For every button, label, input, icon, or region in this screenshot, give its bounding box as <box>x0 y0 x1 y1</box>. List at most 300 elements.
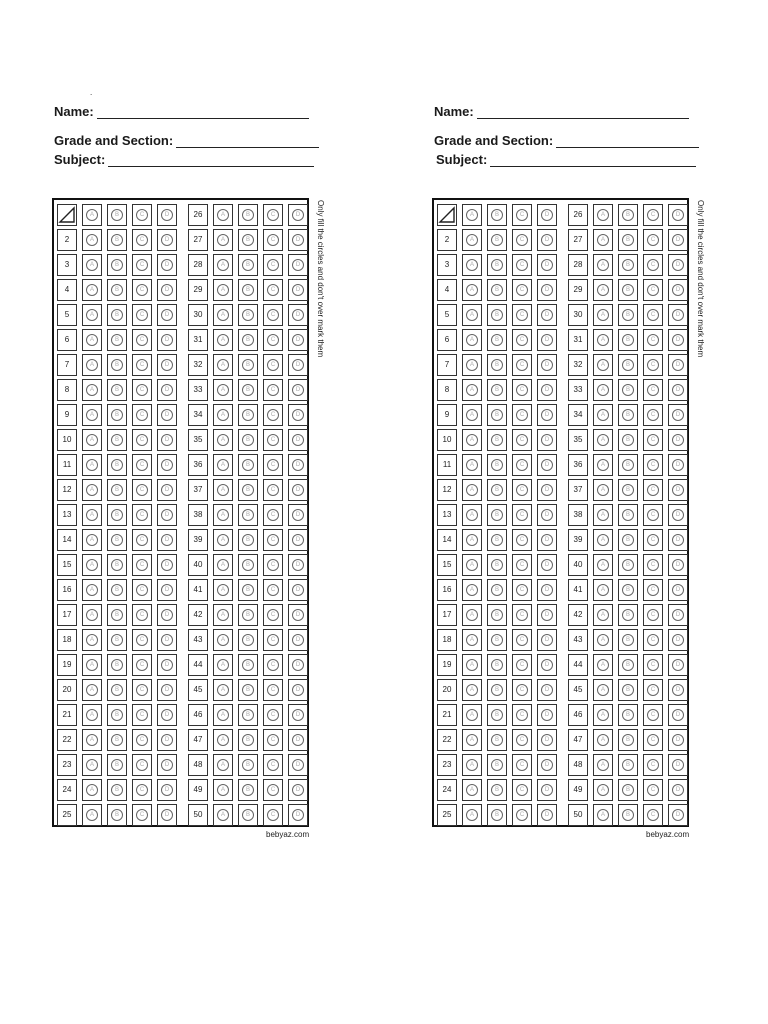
answer-bubble-d[interactable]: D <box>161 459 173 471</box>
answer-bubble-c[interactable]: C <box>516 509 528 521</box>
answer-bubble-a[interactable]: A <box>466 209 478 221</box>
answer-bubble-c[interactable]: C <box>267 659 279 671</box>
answer-bubble-d[interactable]: D <box>672 659 684 671</box>
answer-bubble-a[interactable]: A <box>217 634 229 646</box>
answer-bubble-c[interactable]: C <box>516 534 528 546</box>
answer-bubble-d[interactable]: D <box>672 409 684 421</box>
answer-bubble-c[interactable]: C <box>267 259 279 271</box>
answer-bubble-a[interactable]: A <box>597 734 609 746</box>
answer-bubble-c[interactable]: C <box>516 584 528 596</box>
answer-bubble-c[interactable]: C <box>136 809 148 821</box>
answer-bubble-a[interactable]: A <box>597 484 609 496</box>
answer-bubble-d[interactable]: D <box>161 409 173 421</box>
answer-bubble-a[interactable]: A <box>597 659 609 671</box>
answer-bubble-a[interactable]: A <box>217 384 229 396</box>
answer-bubble-c[interactable]: C <box>136 209 148 221</box>
answer-bubble-b[interactable]: B <box>111 484 123 496</box>
answer-bubble-c[interactable]: C <box>136 284 148 296</box>
answer-bubble-c[interactable]: C <box>267 709 279 721</box>
answer-bubble-b[interactable]: B <box>622 609 634 621</box>
answer-bubble-a[interactable]: A <box>597 459 609 471</box>
answer-bubble-a[interactable]: A <box>597 509 609 521</box>
answer-bubble-b[interactable]: B <box>491 434 503 446</box>
answer-bubble-d[interactable]: D <box>161 434 173 446</box>
answer-bubble-a[interactable]: A <box>597 684 609 696</box>
answer-bubble-d[interactable]: D <box>672 434 684 446</box>
answer-bubble-a[interactable]: A <box>86 759 98 771</box>
answer-bubble-d[interactable]: D <box>672 734 684 746</box>
answer-bubble-a[interactable]: A <box>217 684 229 696</box>
answer-bubble-a[interactable]: A <box>86 334 98 346</box>
answer-bubble-d[interactable]: D <box>541 534 553 546</box>
answer-bubble-c[interactable]: C <box>136 734 148 746</box>
answer-bubble-c[interactable]: C <box>516 334 528 346</box>
answer-bubble-c[interactable]: C <box>267 459 279 471</box>
answer-bubble-d[interactable]: D <box>672 359 684 371</box>
answer-bubble-d[interactable]: D <box>541 734 553 746</box>
answer-bubble-b[interactable]: B <box>491 509 503 521</box>
answer-bubble-c[interactable]: C <box>516 634 528 646</box>
answer-bubble-c[interactable]: C <box>516 784 528 796</box>
answer-bubble-b[interactable]: B <box>242 734 254 746</box>
answer-bubble-c[interactable]: C <box>267 334 279 346</box>
answer-bubble-c[interactable]: C <box>516 359 528 371</box>
answer-bubble-b[interactable]: B <box>111 684 123 696</box>
answer-bubble-a[interactable]: A <box>597 284 609 296</box>
answer-bubble-b[interactable]: B <box>111 784 123 796</box>
answer-bubble-b[interactable]: B <box>622 209 634 221</box>
answer-bubble-b[interactable]: B <box>622 409 634 421</box>
answer-bubble-a[interactable]: A <box>466 234 478 246</box>
answer-bubble-c[interactable]: C <box>647 234 659 246</box>
answer-bubble-c[interactable]: C <box>647 759 659 771</box>
answer-bubble-c[interactable]: C <box>267 809 279 821</box>
answer-bubble-c[interactable]: C <box>136 709 148 721</box>
answer-bubble-a[interactable]: A <box>86 309 98 321</box>
answer-bubble-b[interactable]: B <box>622 234 634 246</box>
answer-bubble-d[interactable]: D <box>672 809 684 821</box>
answer-bubble-c[interactable]: C <box>647 309 659 321</box>
answer-bubble-d[interactable]: D <box>672 234 684 246</box>
answer-bubble-b[interactable]: B <box>491 209 503 221</box>
answer-bubble-d[interactable]: D <box>292 284 304 296</box>
answer-bubble-c[interactable]: C <box>267 434 279 446</box>
answer-bubble-b[interactable]: B <box>242 784 254 796</box>
answer-bubble-d[interactable]: D <box>672 459 684 471</box>
answer-bubble-d[interactable]: D <box>541 809 553 821</box>
answer-bubble-b[interactable]: B <box>491 459 503 471</box>
answer-bubble-a[interactable]: A <box>86 459 98 471</box>
answer-bubble-b[interactable]: B <box>622 634 634 646</box>
answer-bubble-c[interactable]: C <box>267 684 279 696</box>
answer-bubble-c[interactable]: C <box>136 484 148 496</box>
answer-bubble-d[interactable]: D <box>541 584 553 596</box>
answer-bubble-d[interactable]: D <box>541 634 553 646</box>
answer-bubble-c[interactable]: C <box>647 809 659 821</box>
answer-bubble-d[interactable]: D <box>292 684 304 696</box>
answer-bubble-c[interactable]: C <box>267 384 279 396</box>
answer-bubble-c[interactable]: C <box>136 634 148 646</box>
answer-bubble-c[interactable]: C <box>647 434 659 446</box>
answer-bubble-a[interactable]: A <box>86 384 98 396</box>
answer-bubble-b[interactable]: B <box>111 709 123 721</box>
answer-bubble-b[interactable]: B <box>491 659 503 671</box>
answer-bubble-b[interactable]: B <box>491 409 503 421</box>
answer-bubble-c[interactable]: C <box>647 259 659 271</box>
answer-bubble-c[interactable]: C <box>136 259 148 271</box>
answer-bubble-a[interactable]: A <box>217 259 229 271</box>
answer-bubble-b[interactable]: B <box>242 259 254 271</box>
answer-bubble-d[interactable]: D <box>541 559 553 571</box>
answer-bubble-c[interactable]: C <box>267 359 279 371</box>
answer-bubble-b[interactable]: B <box>111 284 123 296</box>
answer-bubble-a[interactable]: A <box>466 559 478 571</box>
answer-bubble-d[interactable]: D <box>541 234 553 246</box>
answer-bubble-c[interactable]: C <box>647 334 659 346</box>
answer-bubble-d[interactable]: D <box>672 759 684 771</box>
answer-bubble-b[interactable]: B <box>622 759 634 771</box>
answer-bubble-a[interactable]: A <box>217 659 229 671</box>
answer-bubble-d[interactable]: D <box>672 209 684 221</box>
answer-bubble-b[interactable]: B <box>111 634 123 646</box>
answer-bubble-b[interactable]: B <box>491 709 503 721</box>
answer-bubble-a[interactable]: A <box>217 484 229 496</box>
answer-bubble-b[interactable]: B <box>111 459 123 471</box>
answer-bubble-c[interactable]: C <box>136 509 148 521</box>
answer-bubble-d[interactable]: D <box>161 334 173 346</box>
answer-bubble-d[interactable]: D <box>292 359 304 371</box>
answer-bubble-b[interactable]: B <box>491 584 503 596</box>
answer-bubble-d[interactable]: D <box>672 709 684 721</box>
answer-bubble-c[interactable]: C <box>647 509 659 521</box>
answer-bubble-d[interactable]: D <box>541 359 553 371</box>
answer-bubble-b[interactable]: B <box>491 234 503 246</box>
answer-bubble-b[interactable]: B <box>111 309 123 321</box>
answer-bubble-c[interactable]: C <box>267 484 279 496</box>
answer-bubble-b[interactable]: B <box>622 584 634 596</box>
answer-bubble-c[interactable]: C <box>647 459 659 471</box>
answer-bubble-a[interactable]: A <box>86 584 98 596</box>
answer-bubble-a[interactable]: A <box>466 534 478 546</box>
answer-bubble-a[interactable]: A <box>597 709 609 721</box>
answer-bubble-a[interactable]: A <box>217 509 229 521</box>
answer-bubble-a[interactable]: A <box>597 784 609 796</box>
answer-bubble-a[interactable]: A <box>466 809 478 821</box>
answer-bubble-d[interactable]: D <box>672 259 684 271</box>
answer-bubble-a[interactable]: A <box>86 634 98 646</box>
answer-bubble-d[interactable]: D <box>161 309 173 321</box>
answer-bubble-a[interactable]: A <box>466 759 478 771</box>
answer-bubble-c[interactable]: C <box>647 609 659 621</box>
answer-bubble-c[interactable]: C <box>267 509 279 521</box>
answer-bubble-b[interactable]: B <box>622 509 634 521</box>
answer-bubble-a[interactable]: A <box>466 734 478 746</box>
answer-bubble-a[interactable]: A <box>466 484 478 496</box>
answer-bubble-c[interactable]: C <box>136 334 148 346</box>
answer-bubble-b[interactable]: B <box>622 384 634 396</box>
answer-bubble-d[interactable]: D <box>541 434 553 446</box>
answer-bubble-a[interactable]: A <box>597 534 609 546</box>
answer-bubble-a[interactable]: A <box>86 284 98 296</box>
answer-bubble-a[interactable]: A <box>217 209 229 221</box>
answer-bubble-d[interactable]: D <box>161 684 173 696</box>
answer-bubble-d[interactable]: D <box>292 759 304 771</box>
answer-bubble-b[interactable]: B <box>242 659 254 671</box>
answer-bubble-b[interactable]: B <box>111 334 123 346</box>
answer-bubble-c[interactable]: C <box>267 284 279 296</box>
answer-bubble-b[interactable]: B <box>622 559 634 571</box>
answer-bubble-c[interactable]: C <box>136 359 148 371</box>
answer-bubble-d[interactable]: D <box>292 584 304 596</box>
answer-bubble-a[interactable]: A <box>466 309 478 321</box>
answer-bubble-b[interactable]: B <box>111 584 123 596</box>
answer-bubble-b[interactable]: B <box>111 434 123 446</box>
answer-bubble-b[interactable]: B <box>491 259 503 271</box>
answer-bubble-d[interactable]: D <box>292 434 304 446</box>
answer-bubble-b[interactable]: B <box>622 334 634 346</box>
answer-bubble-d[interactable]: D <box>161 509 173 521</box>
answer-bubble-c[interactable]: C <box>136 234 148 246</box>
answer-bubble-b[interactable]: B <box>242 509 254 521</box>
answer-bubble-b[interactable]: B <box>491 609 503 621</box>
answer-bubble-a[interactable]: A <box>86 784 98 796</box>
answer-bubble-c[interactable]: C <box>136 584 148 596</box>
answer-bubble-c[interactable]: C <box>136 309 148 321</box>
answer-bubble-d[interactable]: D <box>672 509 684 521</box>
answer-bubble-d[interactable]: D <box>161 634 173 646</box>
answer-bubble-b[interactable]: B <box>242 234 254 246</box>
answer-bubble-c[interactable]: C <box>647 409 659 421</box>
answer-bubble-b[interactable]: B <box>242 759 254 771</box>
answer-bubble-c[interactable]: C <box>647 534 659 546</box>
answer-bubble-a[interactable]: A <box>217 459 229 471</box>
answer-bubble-b[interactable]: B <box>242 384 254 396</box>
answer-bubble-d[interactable]: D <box>292 559 304 571</box>
answer-bubble-b[interactable]: B <box>111 609 123 621</box>
answer-bubble-b[interactable]: B <box>491 684 503 696</box>
answer-bubble-b[interactable]: B <box>111 359 123 371</box>
answer-bubble-d[interactable]: D <box>292 309 304 321</box>
answer-bubble-a[interactable]: A <box>466 509 478 521</box>
answer-bubble-c[interactable]: C <box>647 634 659 646</box>
answer-bubble-d[interactable]: D <box>292 209 304 221</box>
answer-bubble-c[interactable]: C <box>136 434 148 446</box>
answer-bubble-a[interactable]: A <box>86 734 98 746</box>
answer-bubble-b[interactable]: B <box>242 309 254 321</box>
answer-bubble-c[interactable]: C <box>267 609 279 621</box>
answer-bubble-a[interactable]: A <box>86 409 98 421</box>
answer-bubble-d[interactable]: D <box>161 234 173 246</box>
answer-bubble-a[interactable]: A <box>217 584 229 596</box>
answer-bubble-a[interactable]: A <box>86 434 98 446</box>
answer-bubble-a[interactable]: A <box>466 709 478 721</box>
answer-bubble-a[interactable]: A <box>597 809 609 821</box>
answer-bubble-a[interactable]: A <box>86 359 98 371</box>
answer-bubble-a[interactable]: A <box>217 234 229 246</box>
answer-bubble-d[interactable]: D <box>541 684 553 696</box>
answer-bubble-c[interactable]: C <box>647 709 659 721</box>
answer-bubble-a[interactable]: A <box>217 609 229 621</box>
answer-bubble-a[interactable]: A <box>466 659 478 671</box>
answer-bubble-b[interactable]: B <box>111 659 123 671</box>
answer-bubble-b[interactable]: B <box>111 759 123 771</box>
answer-bubble-d[interactable]: D <box>292 234 304 246</box>
answer-bubble-d[interactable]: D <box>292 509 304 521</box>
answer-bubble-d[interactable]: D <box>541 484 553 496</box>
answer-bubble-d[interactable]: D <box>292 334 304 346</box>
answer-bubble-c[interactable]: C <box>647 734 659 746</box>
answer-bubble-c[interactable]: C <box>136 409 148 421</box>
answer-bubble-d[interactable]: D <box>541 259 553 271</box>
answer-bubble-b[interactable]: B <box>622 784 634 796</box>
answer-bubble-d[interactable]: D <box>541 709 553 721</box>
answer-bubble-d[interactable]: D <box>672 584 684 596</box>
answer-bubble-d[interactable]: D <box>292 784 304 796</box>
answer-bubble-b[interactable]: B <box>111 534 123 546</box>
answer-bubble-b[interactable]: B <box>242 609 254 621</box>
answer-bubble-b[interactable]: B <box>622 359 634 371</box>
answer-bubble-a[interactable]: A <box>466 434 478 446</box>
answer-bubble-a[interactable]: A <box>217 309 229 321</box>
answer-bubble-d[interactable]: D <box>672 334 684 346</box>
answer-bubble-c[interactable]: C <box>516 259 528 271</box>
answer-bubble-d[interactable]: D <box>672 384 684 396</box>
answer-bubble-c[interactable]: C <box>516 709 528 721</box>
answer-bubble-c[interactable]: C <box>136 559 148 571</box>
answer-bubble-c[interactable]: C <box>136 759 148 771</box>
answer-bubble-b[interactable]: B <box>622 659 634 671</box>
answer-bubble-d[interactable]: D <box>541 209 553 221</box>
answer-bubble-c[interactable]: C <box>267 209 279 221</box>
answer-bubble-c[interactable]: C <box>136 384 148 396</box>
answer-bubble-b[interactable]: B <box>242 684 254 696</box>
answer-bubble-c[interactable]: C <box>136 609 148 621</box>
answer-bubble-b[interactable]: B <box>622 534 634 546</box>
answer-bubble-b[interactable]: B <box>622 734 634 746</box>
answer-bubble-a[interactable]: A <box>217 559 229 571</box>
answer-bubble-a[interactable]: A <box>597 759 609 771</box>
answer-bubble-d[interactable]: D <box>672 284 684 296</box>
answer-bubble-b[interactable]: B <box>242 359 254 371</box>
answer-bubble-c[interactable]: C <box>516 309 528 321</box>
answer-bubble-c[interactable]: C <box>516 759 528 771</box>
answer-bubble-c[interactable]: C <box>516 284 528 296</box>
answer-bubble-d[interactable]: D <box>292 384 304 396</box>
answer-bubble-b[interactable]: B <box>491 809 503 821</box>
answer-bubble-d[interactable]: D <box>672 684 684 696</box>
answer-bubble-c[interactable]: C <box>136 684 148 696</box>
answer-bubble-d[interactable]: D <box>541 384 553 396</box>
answer-bubble-b[interactable]: B <box>111 384 123 396</box>
answer-bubble-d[interactable]: D <box>161 484 173 496</box>
answer-bubble-b[interactable]: B <box>242 434 254 446</box>
answer-bubble-d[interactable]: D <box>161 759 173 771</box>
answer-bubble-c[interactable]: C <box>267 534 279 546</box>
answer-bubble-a[interactable]: A <box>217 284 229 296</box>
answer-bubble-a[interactable]: A <box>86 209 98 221</box>
answer-bubble-c[interactable]: C <box>267 759 279 771</box>
answer-bubble-d[interactable]: D <box>161 359 173 371</box>
answer-bubble-d[interactable]: D <box>541 784 553 796</box>
answer-bubble-c[interactable]: C <box>136 784 148 796</box>
grade-section-input-line[interactable] <box>176 135 319 148</box>
answer-bubble-a[interactable]: A <box>217 709 229 721</box>
answer-bubble-a[interactable]: A <box>466 334 478 346</box>
answer-bubble-a[interactable]: A <box>86 684 98 696</box>
answer-bubble-a[interactable]: A <box>466 584 478 596</box>
answer-bubble-c[interactable]: C <box>647 559 659 571</box>
answer-bubble-c[interactable]: C <box>516 459 528 471</box>
answer-bubble-c[interactable]: C <box>267 309 279 321</box>
answer-bubble-d[interactable]: D <box>292 459 304 471</box>
answer-bubble-a[interactable]: A <box>597 209 609 221</box>
answer-bubble-a[interactable]: A <box>466 459 478 471</box>
answer-bubble-d[interactable]: D <box>541 459 553 471</box>
answer-bubble-c[interactable]: C <box>136 659 148 671</box>
answer-bubble-b[interactable]: B <box>111 409 123 421</box>
answer-bubble-d[interactable]: D <box>161 659 173 671</box>
answer-bubble-b[interactable]: B <box>491 484 503 496</box>
answer-bubble-a[interactable]: A <box>597 409 609 421</box>
subject-input-line[interactable] <box>490 154 696 167</box>
answer-bubble-d[interactable]: D <box>161 259 173 271</box>
answer-bubble-a[interactable]: A <box>597 259 609 271</box>
answer-bubble-c[interactable]: C <box>647 484 659 496</box>
answer-bubble-d[interactable]: D <box>541 334 553 346</box>
answer-bubble-b[interactable]: B <box>491 559 503 571</box>
answer-bubble-d[interactable]: D <box>161 809 173 821</box>
answer-bubble-b[interactable]: B <box>242 534 254 546</box>
answer-bubble-a[interactable]: A <box>597 584 609 596</box>
answer-bubble-d[interactable]: D <box>292 484 304 496</box>
answer-bubble-c[interactable]: C <box>647 784 659 796</box>
answer-bubble-d[interactable]: D <box>161 709 173 721</box>
answer-bubble-b[interactable]: B <box>111 259 123 271</box>
answer-bubble-a[interactable]: A <box>466 634 478 646</box>
answer-bubble-b[interactable]: B <box>111 234 123 246</box>
answer-bubble-d[interactable]: D <box>161 384 173 396</box>
answer-bubble-c[interactable]: C <box>136 534 148 546</box>
answer-bubble-a[interactable]: A <box>217 334 229 346</box>
answer-bubble-d[interactable]: D <box>161 559 173 571</box>
answer-bubble-c[interactable]: C <box>267 409 279 421</box>
answer-bubble-d[interactable]: D <box>672 534 684 546</box>
answer-bubble-b[interactable]: B <box>242 284 254 296</box>
answer-bubble-a[interactable]: A <box>597 309 609 321</box>
answer-bubble-b[interactable]: B <box>242 409 254 421</box>
answer-bubble-d[interactable]: D <box>292 634 304 646</box>
answer-bubble-a[interactable]: A <box>86 534 98 546</box>
answer-bubble-d[interactable]: D <box>672 609 684 621</box>
answer-bubble-b[interactable]: B <box>111 734 123 746</box>
answer-bubble-a[interactable]: A <box>597 384 609 396</box>
answer-bubble-d[interactable]: D <box>292 709 304 721</box>
answer-bubble-b[interactable]: B <box>242 459 254 471</box>
answer-bubble-d[interactable]: D <box>292 609 304 621</box>
answer-bubble-a[interactable]: A <box>466 259 478 271</box>
answer-bubble-a[interactable]: A <box>217 409 229 421</box>
answer-bubble-d[interactable]: D <box>292 809 304 821</box>
answer-bubble-a[interactable]: A <box>217 759 229 771</box>
answer-bubble-a[interactable]: A <box>86 234 98 246</box>
answer-bubble-b[interactable]: B <box>622 309 634 321</box>
answer-bubble-a[interactable]: A <box>597 434 609 446</box>
grade-section-input-line[interactable] <box>556 135 699 148</box>
answer-bubble-c[interactable]: C <box>516 409 528 421</box>
answer-bubble-b[interactable]: B <box>242 209 254 221</box>
answer-bubble-b[interactable]: B <box>491 334 503 346</box>
answer-bubble-d[interactable]: D <box>161 284 173 296</box>
